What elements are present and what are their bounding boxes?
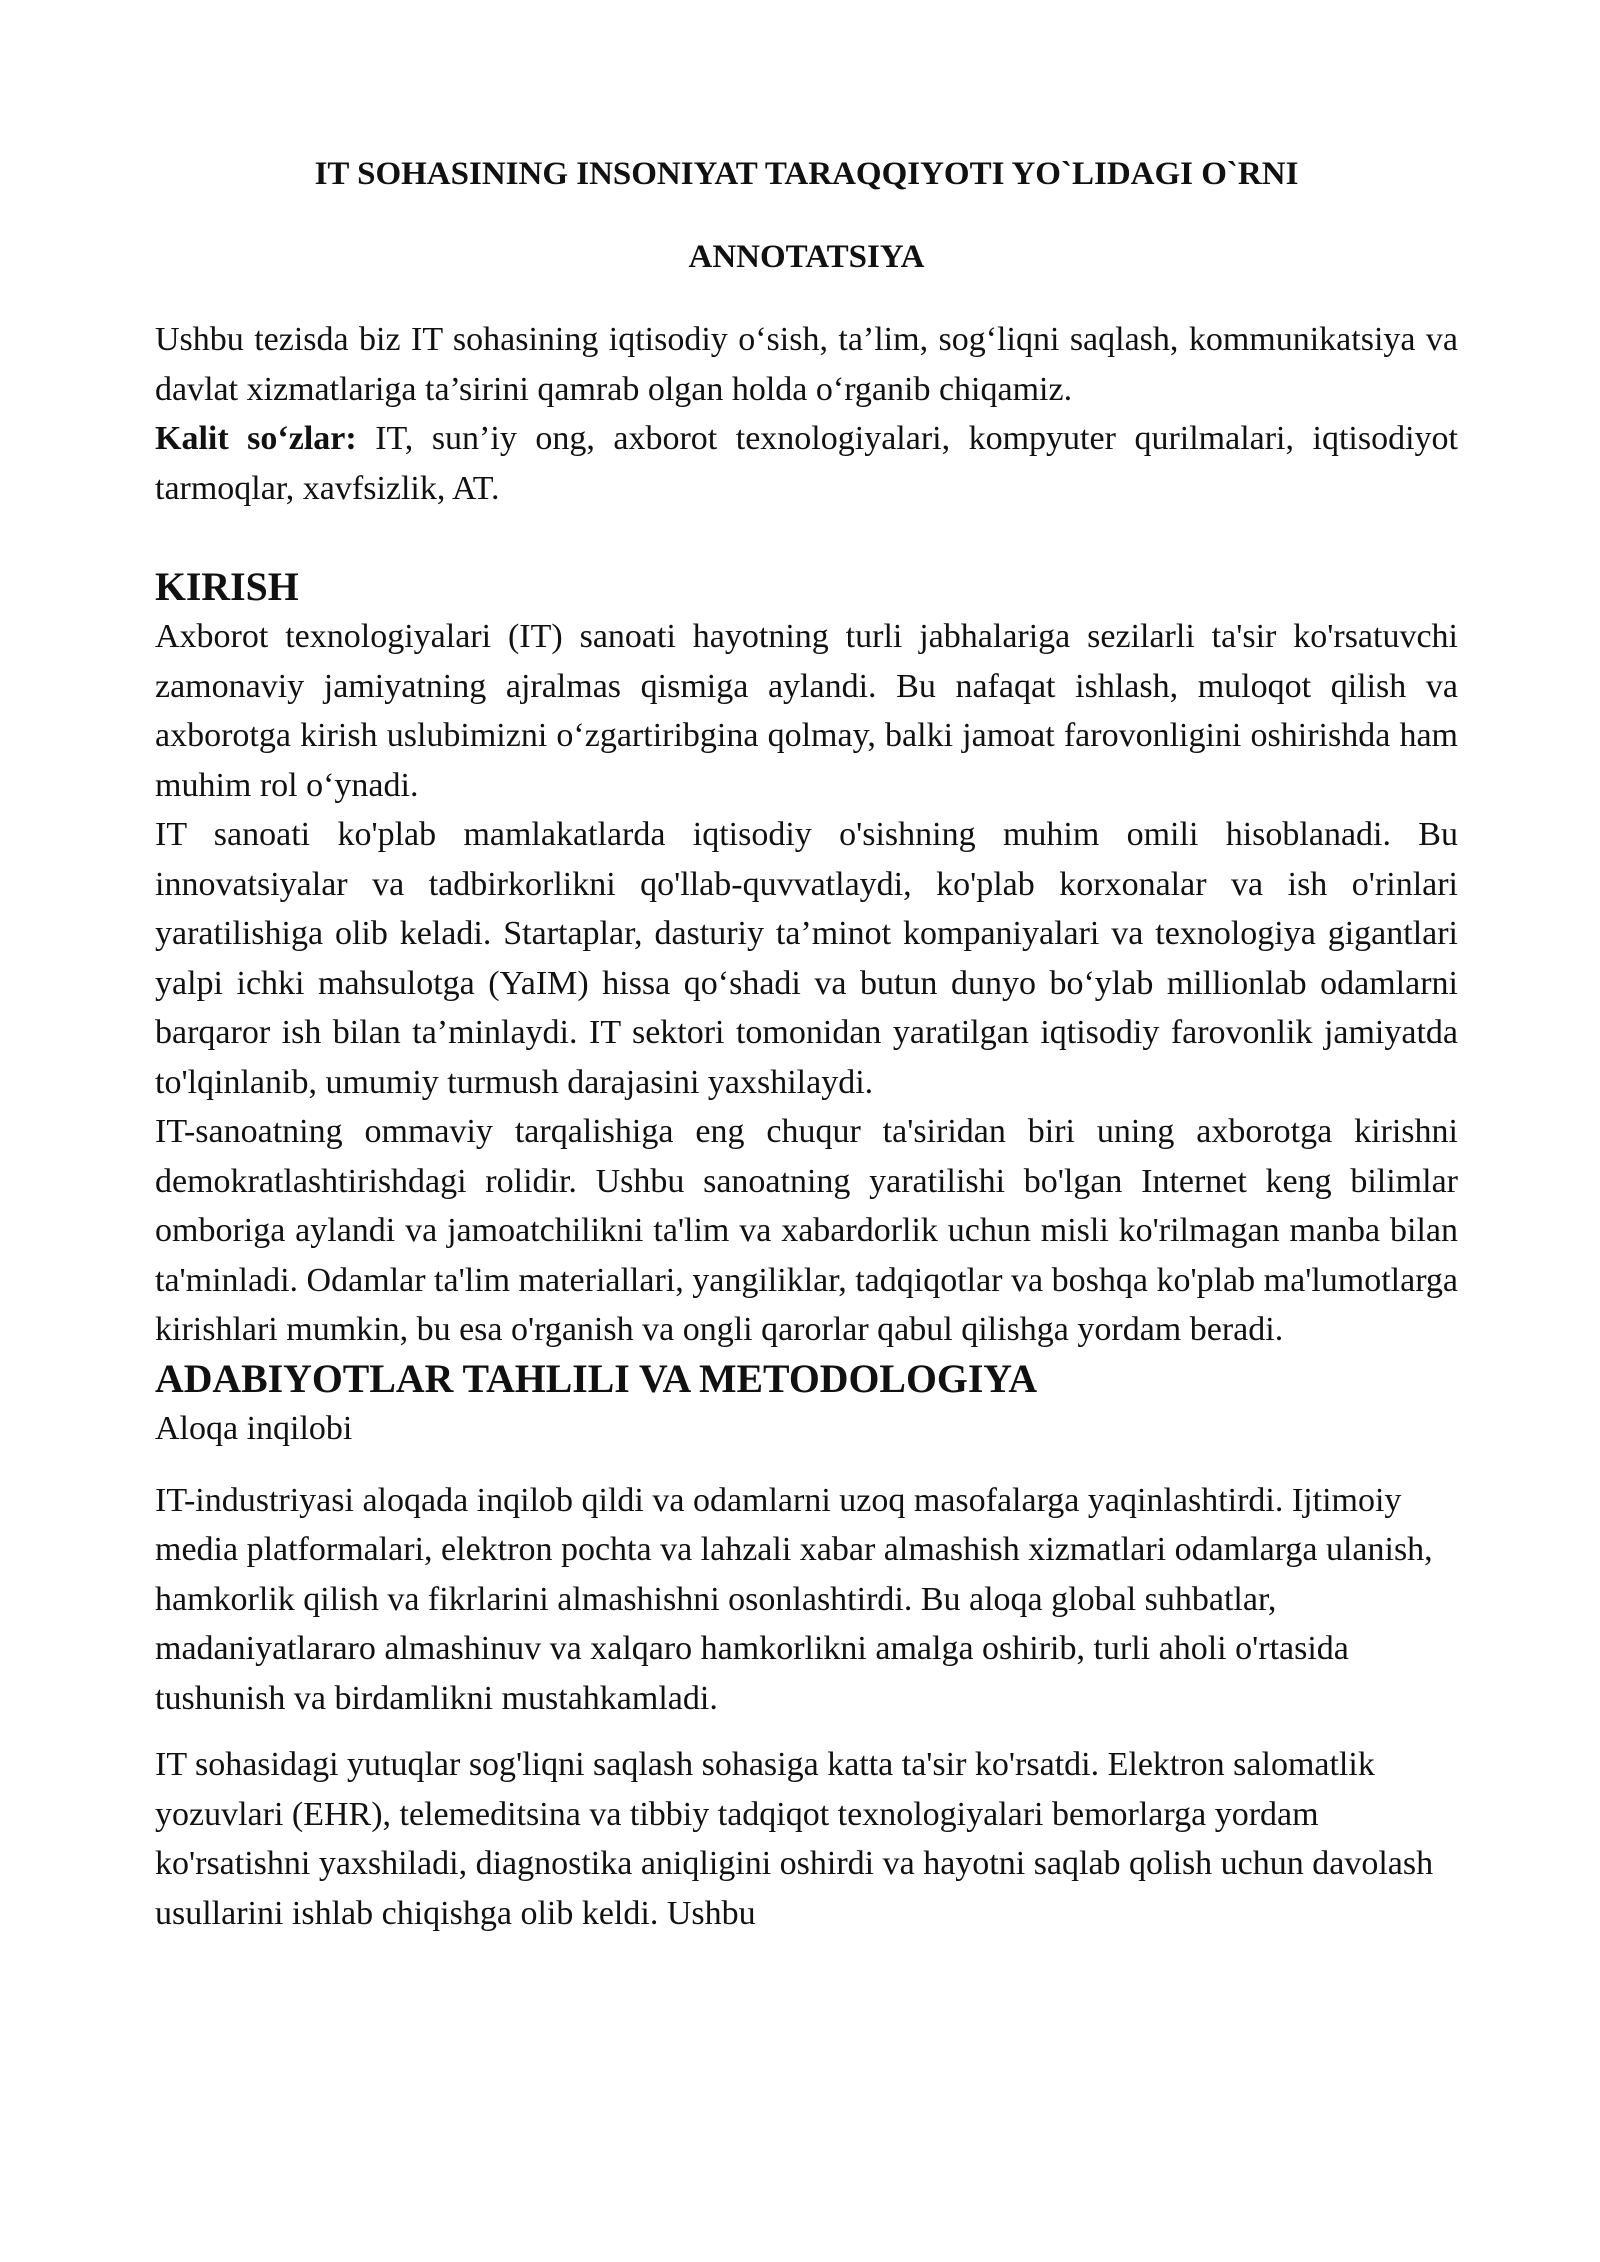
literature-heading: ADABIYOTLAR TAHLILI VA METODOLOGIYA [155, 1356, 1038, 1401]
intro-heading: KIRISH [155, 564, 299, 609]
document-page [155, 150, 1458, 1938]
keywords-text: IT, sun’iy ong, axborot texnologiyalari, kompyuter qurilmalari, iqtisodiyot tarmoqlar, xavfsizlik, AT. [155, 420, 1458, 507]
intro-paragraph: IT sanoati ko'plab mamlakatlarda iqtisodiy o'sishning muhim omili hisoblanadi. Bu innovatsiyalar va tadbirkorlikni qo'llab-quvvatlaydi, ko'plab korxonalar va ish o'rinlari yaratilishiga olib keladi. Startaplar, dasturiy ta’minot kompaniyalari va texnologiya gigantlari yalpi ichki mahsulotga (YaIM) hissa qo‘shadi va butun dunyo bo‘ylab millionlab odamlarni barqaror ish bilan ta’minlaydi. IT sektori tomonidan yaratilgan iqtisodiy farovonlik jamiyatda to'lqinlanib, umumiy turmush darajasini yaxshilaydi. [155, 816, 1458, 1101]
intro-paragraph: Axborot texnologiyalari (IT) sanoati hayotning turli jabhalariga sezilarli ta'sir ko'rsatuvchi zamonaviy jamiyatning ajralmas qismiga aylandi. Bu nafaqat ishlash, muloqot qilish va axborotga kirish uslubimizni o‘zgartiribgina qolmay, balki jamoat farovonligini oshirishda ham muhim rol o‘ynadi. [155, 618, 1458, 804]
document-title: IT SOHASINING INSONIYAT TARAQQIYOTI YO`LIDAGI O`RNI [314, 156, 1299, 192]
literature-paragraph: IT-industriyasi aloqada inqilob qildi va odamlarni uzoq masofalarga yaqinlashtirdi. Ijtimoiy media platformalari, elektron pochta va lahzali xabar almashish xizmatlari odamlarga ulanish, hamkorlik qilish va fikrlarini almashishni osonlashtirdi. Bu aloqa global suhbatlar, madaniyatlararo almashinuv va xalqaro hamkorlikni amalga oshirib, turli aholi o'rtasida tushunish va birdamlikni mustahkamladi. [155, 1481, 1433, 1717]
literature-subheading: Aloqa inqilobi [155, 1410, 353, 1447]
annotation-heading: ANNOTATSIYA [688, 238, 925, 275]
keywords-label: Kalit so‘zlar: [155, 420, 357, 457]
keywords-paragraph [155, 414, 1458, 513]
abstract-paragraph: Ushbu tezisda biz IT sohasining iqtisodiy o‘sish, ta’lim, sog‘liqni saqlash, kommunikatsiya va davlat xizmatlariga ta’sirini qamrab olgan holda o‘rganib chiqamiz. [155, 321, 1458, 408]
literature-paragraph: IT sohasidagi yutuqlar sog'liqni saqlash sohasiga katta ta'sir ko'rsatdi. Elektron salomatlik yozuvlari (EHR), telemeditsina va tibbiy tadqiqot texnologiyalari bemorlarga yordam ko'rsatishni yaxshiladi, diagnostika aniqligini oshirdi va hayotni saqlab qolish uchun davolash usullarini ishlab chiqishga olib keldi. Ushbu [155, 1746, 1434, 1932]
intro-paragraph: IT-sanoatning ommaviy tarqalishiga eng chuqur ta'siridan biri uning axborotga kirishni demokratlashtirishdagi rolidir. Ushbu sanoatning yaratilishi bo'lgan Internet keng bilimlar omboriga aylandi va jamoatchilikni ta'lim va xabardorlik uchun misli ko'rilmagan manba bilan ta'minladi. Odamlar ta'lim materiallari, yangiliklar, tadqiqotlar va boshqa ko'plab ma'lumotlarga kirishlari mumkin, bu esa o'rganish va ongli qarorlar qabul qilishga yordam beradi. [155, 1113, 1458, 1348]
